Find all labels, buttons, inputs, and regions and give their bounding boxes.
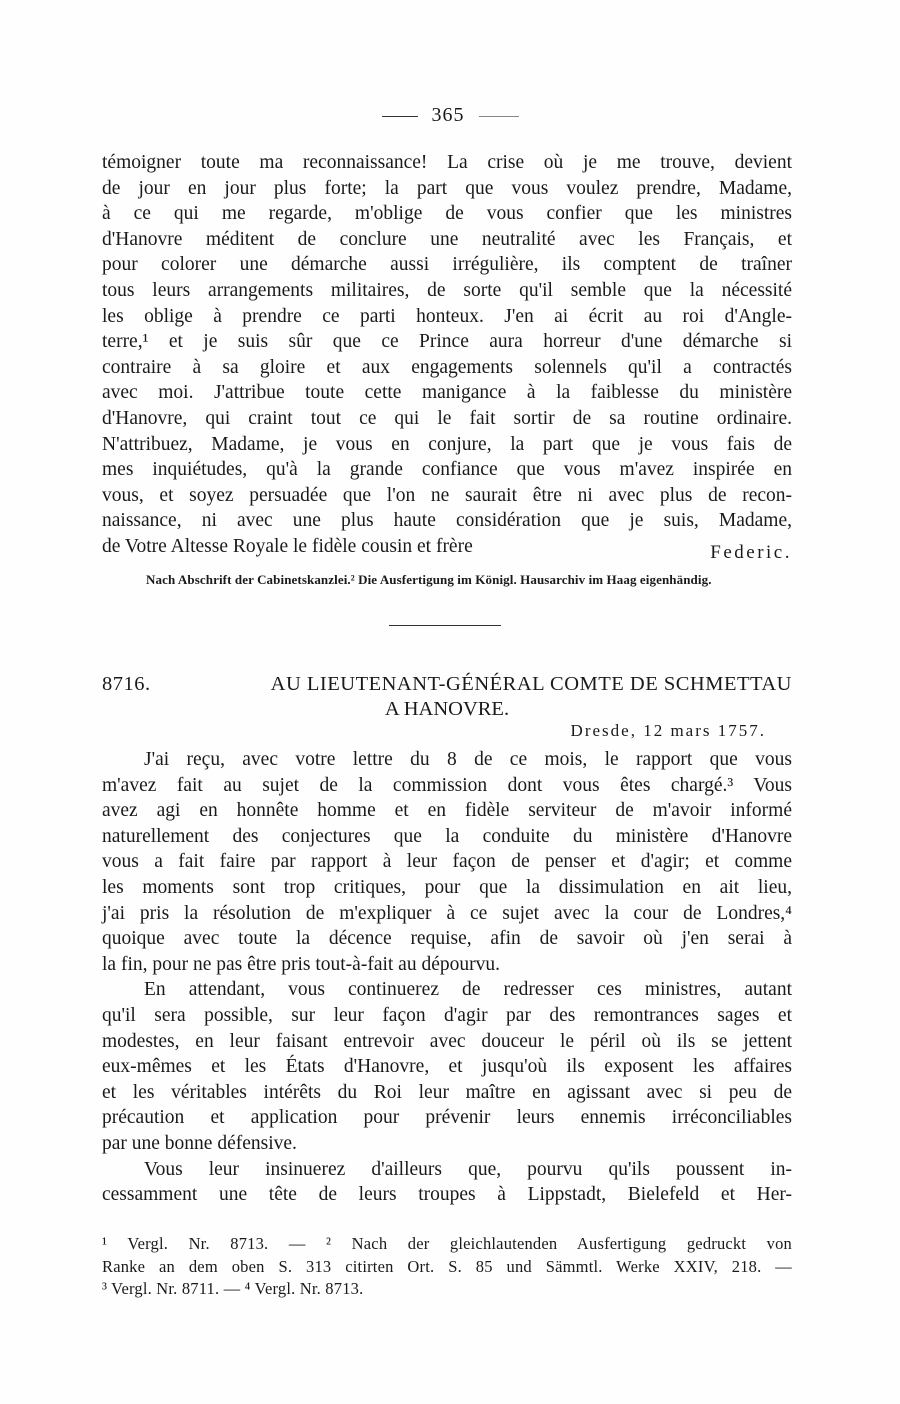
footnote-line: ¹ Vergl. Nr. 8713. — ² Nach der gleichlautenden Ausfertigung gedruckt von (102, 1234, 792, 1253)
text-line: avez agi en honnête homme et en fidèle serviteur de m'avoir informé (102, 800, 792, 822)
text-line: Vous leur insinuerez d'ailleurs que, pourvu qu'ils poussent in- (144, 1158, 792, 1180)
letter-8715-body (102, 150, 792, 563)
text-line: précaution et application pour prévenir leurs ennemis irréconciliables (102, 1107, 792, 1129)
source-note: Nach Abschrift der Cabinetskanzlei.² Die Ausfertigung im Königl. Hausarchiv im Haag eigenhändig. (146, 572, 712, 587)
text-line: naturellement des conjectures que la conduite du ministère d'Hanovre (102, 825, 792, 847)
text-line: j'ai pris la résolution de m'expliquer à ce sujet avec la cour de Londres,⁴ (102, 902, 792, 924)
text-line: la fin, pour ne pas être pris tout-à-fait au dépourvu. (102, 953, 500, 975)
text-line: naissance, ni avec une plus haute considération que je suis, Madame, (102, 510, 792, 532)
header-dash-left (382, 116, 418, 117)
text-line: qu'il sera possible, sur leur façon d'agir par des remontrances sages et (102, 1004, 792, 1026)
text-line: mes inquiétudes, qu'à la grande confiance que vous m'avez inspirée en (102, 459, 792, 481)
text-line: pour colorer une démarche aussi irrégulière, ils comptent de traîner (102, 254, 792, 276)
closing-line (102, 534, 792, 563)
header-dash-right (479, 116, 519, 117)
text-line: contraire à sa gloire et aux engagements solennels qu'il a contractés (102, 356, 792, 378)
text-line: les moments sont trop critiques, pour que la dissimulation en ait lieu, (102, 876, 792, 898)
text-line: avec moi. J'attribue toute cette manigance à la faiblesse du ministère (102, 382, 792, 404)
text-line: eux-mêmes et les États d'Hanovre, et jusqu'où ils exposent les affaires (102, 1056, 792, 1078)
text-line: terre,¹ et je suis sûr que ce Prince aura horreur d'une démarche si (102, 331, 792, 353)
text-line: et les véritables intérêts du Roi leur maître en agissant avec si peu de (102, 1081, 792, 1103)
letter-title-place: A HANOVRE. (384, 698, 510, 720)
text-line: d'Hanovre, qui craint tout ce qui le fait sortir de sa routine ordinaire. (102, 407, 792, 429)
text-line: à ce qui me regarde, m'oblige de vous confier que les ministres (102, 203, 792, 225)
text-line: par une bonne défensive. (102, 1132, 297, 1154)
dateline: Dresde, 12 mars 1757. (570, 721, 766, 740)
text-line: vous a fait faire par rapport à leur façon de penser et d'agir; et comme (102, 851, 792, 873)
page-header (0, 104, 900, 127)
section-divider (389, 625, 501, 626)
page-number: 365 (431, 104, 465, 126)
text-line: En attendant, vous continuerez de redresser ces ministres, autant (144, 979, 792, 1001)
text-line: témoigner toute ma reconnaissance! La crise où je me trouve, devient (102, 152, 792, 173)
text-line: de jour en jour plus forte; la part que vous voulez prendre, Madame, (102, 177, 792, 199)
footnote-line: Ranke an dem oben S. 313 citirten Ort. S. 85 und Sämmtl. Werke XXIV, 218. — (102, 1256, 792, 1276)
footnote-line: ³ Vergl. Nr. 8711. — ⁴ Vergl. Nr. 8713. (102, 1279, 364, 1298)
text-line: tous leurs arrangements militaires, de sorte qu'il semble que la nécessité (102, 279, 792, 301)
letter-8716-heading (102, 672, 792, 722)
closing-text: de Votre Altesse Royale le fidèle cousin et frère (102, 535, 473, 557)
signature: Federic. (710, 541, 792, 563)
text-line: cessamment une tête de leurs troupes à Lippstadt, Bielefeld et Her- (102, 1184, 792, 1206)
letter-number: 8716. (102, 673, 151, 695)
text-line: vous, et soyez persuadée que l'on ne saurait être ni avec plus de recon- (102, 484, 792, 506)
text-line: quoique avec toute la décence requise, afin de savoir où j'en serai à (102, 928, 792, 950)
text-line: m'avez fait au sujet de la commission dont vous êtes chargé.³ Vous (102, 774, 792, 796)
letter-8716-body (102, 747, 792, 1208)
text-line: J'ai reçu, avec votre lettre du 8 de ce mois, le rapport que vous (144, 749, 792, 770)
text-line: d'Hanovre méditent de conclure une neutralité avec les Français, et (102, 228, 792, 250)
footnotes (102, 1233, 792, 1301)
text-line: modestes, en leur faisant entrevoir avec douceur le péril où ils se jettent (102, 1030, 792, 1052)
text-line: N'attribuez, Madame, je vous en conjure, la part que je vous fais de (102, 433, 792, 455)
text-line: les oblige à prendre ce parti honteux. J'en ai écrit au roi d'Angle- (102, 305, 792, 327)
letter-title: AU LIEUTENANT-GÉNÉRAL COMTE DE SCHMETTAU (270, 673, 792, 695)
